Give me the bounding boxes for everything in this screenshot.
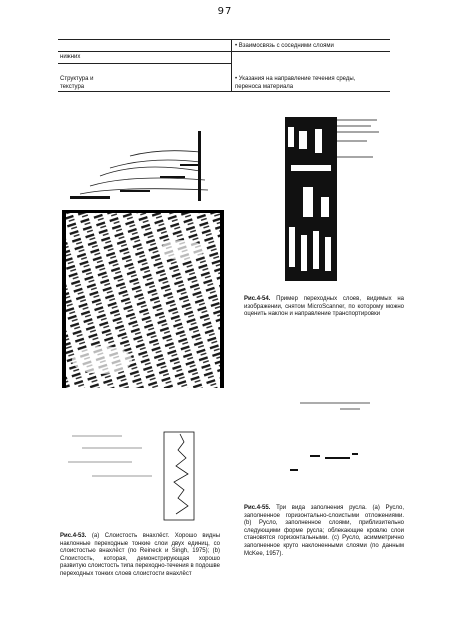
- caption-text: Пример переходных слоев, видимых на изображении, снятом MicroScanner, по которому можно оценить наклон и направление транспортировки: [244, 296, 405, 318]
- caption-label: Рис.4-53.: [60, 533, 87, 539]
- figure-microscanner-annotations: [337, 117, 397, 167]
- header-table: [58, 39, 390, 92]
- figure-sediment-photo: [62, 210, 224, 388]
- table-cell: Структура и: [60, 76, 94, 82]
- caption-label: Рис.4-54.: [244, 296, 271, 302]
- table-row-divider: [58, 91, 390, 92]
- caption-fig-4-55: [244, 505, 404, 558]
- caption-fig-4-53: [60, 533, 220, 579]
- page-number: 97: [217, 6, 233, 17]
- caption-text: (а) Слоистость внахлёст. Хорошо видны наклонные переходные тонкие слои двух единиц, со слоистостью внахлёст (по Reineck и Singh, 1975); (b) Слоистость, которая, демонстрирующая хорошо развитую слоистость типа переходно-течения в подошве переходных тонких слоев слоистости внахлёст: [60, 533, 221, 577]
- figure-log-curve: [62, 418, 212, 523]
- table-column-divider: [231, 40, 232, 92]
- figure-microscanner-image: [285, 117, 337, 281]
- table-cell: • Взаимосвязь с соседними слоями: [235, 43, 334, 49]
- caption-fig-4-54: [244, 296, 404, 319]
- table-row-divider: [58, 51, 390, 52]
- caption-label: Рис.4-55.: [244, 505, 271, 511]
- table-cell: нижних: [60, 54, 81, 60]
- caption-text: Три вида заполнения русла. (а) Русло, заполненное горизонтально-слоистыми отложениями. (b) Русло, заполненное слоями, приблизительно следующими форме русла; облекающие кровлю слои становятся горизонтальными. (c) Русло, асимметрично заполненное круто наклоненными слоями (по данным McKee, 1957).: [244, 505, 404, 557]
- figure-cross-bedding-a-top: [60, 116, 210, 206]
- figure-channel-fill: [270, 395, 380, 495]
- table-cell: текстура: [60, 84, 85, 90]
- table-cell: переноса материала: [235, 84, 294, 90]
- table-row-divider: [58, 63, 231, 64]
- table-cell: • Указания на направление течения среды,: [235, 76, 356, 82]
